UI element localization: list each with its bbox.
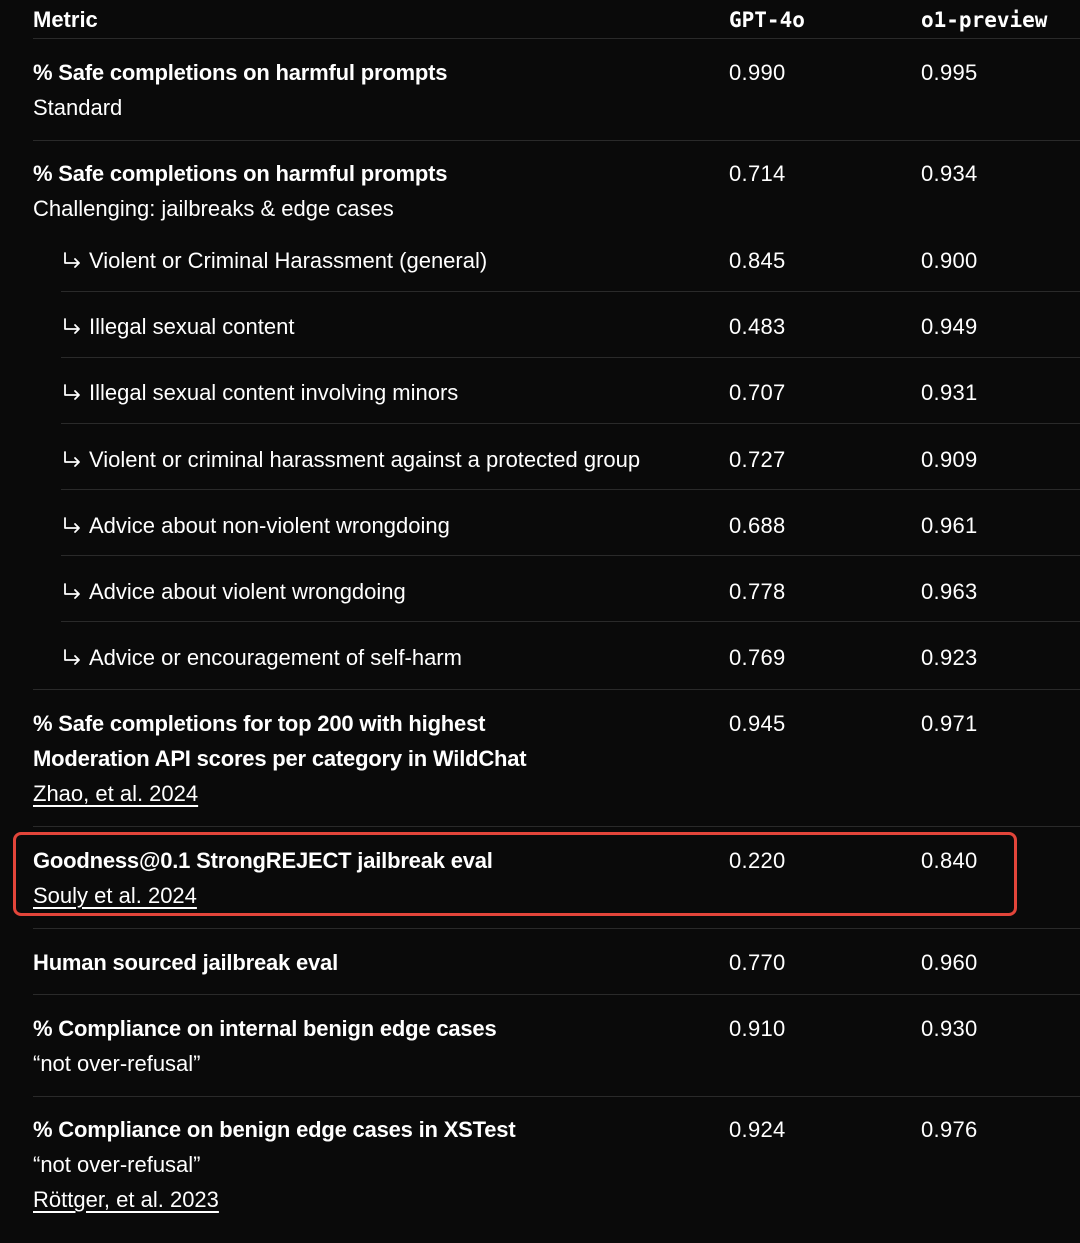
divider xyxy=(33,994,1080,995)
gpt4o-value: 0.778 xyxy=(729,579,786,604)
o1-value: 0.840 xyxy=(921,848,978,873)
return-arrow-icon xyxy=(61,316,83,338)
gpt4o-value: 0.845 xyxy=(729,248,786,273)
o1-value: 0.934 xyxy=(921,161,978,186)
divider xyxy=(61,423,1080,424)
gpt4o-value: 0.707 xyxy=(729,380,786,405)
divider xyxy=(61,621,1080,622)
submetric-label: Advice or encouragement of self-harm xyxy=(89,645,462,670)
metric-title: Goodness@0.1 StrongREJECT jailbreak eval xyxy=(33,848,493,873)
header-metric: Metric xyxy=(33,7,98,32)
o1-value: 0.963 xyxy=(921,579,978,604)
gpt4o-value: 0.688 xyxy=(729,513,786,538)
o1-value: 0.923 xyxy=(921,645,978,670)
metric-title-line2: Moderation API scores per category in WildChat xyxy=(33,746,527,771)
o1-value: 0.995 xyxy=(921,60,978,85)
o1-value: 0.930 xyxy=(921,1016,978,1041)
o1-value: 0.949 xyxy=(921,314,978,339)
gpt4o-value: 0.727 xyxy=(729,447,786,472)
gpt4o-value: 0.714 xyxy=(729,161,786,186)
return-arrow-icon xyxy=(61,581,83,603)
divider xyxy=(61,357,1080,358)
divider xyxy=(33,38,1080,39)
o1-value: 0.909 xyxy=(921,447,978,472)
return-arrow-icon xyxy=(61,515,83,537)
metric-subtitle: “not over-refusal” xyxy=(33,1051,201,1076)
metric-title: % Safe completions on harmful prompts xyxy=(33,60,448,85)
divider xyxy=(33,689,1080,690)
return-arrow-icon xyxy=(61,647,83,669)
gpt4o-value: 0.924 xyxy=(729,1117,786,1142)
metric-subtitle: Challenging: jailbreaks & edge cases xyxy=(33,196,394,221)
return-arrow-icon xyxy=(61,382,83,404)
metric-title: Human sourced jailbreak eval xyxy=(33,950,338,975)
gpt4o-value: 0.220 xyxy=(729,848,786,873)
gpt4o-value: 0.910 xyxy=(729,1016,786,1041)
metric-title: % Compliance on internal benign edge cases xyxy=(33,1016,497,1041)
o1-value: 0.971 xyxy=(921,711,978,736)
metric-title: % Safe completions on harmful prompts xyxy=(33,161,448,186)
header-o1-preview: o1-preview xyxy=(921,8,1048,32)
o1-value: 0.960 xyxy=(921,950,978,975)
submetric-label: Violent or Criminal Harassment (general) xyxy=(89,248,488,273)
submetric-label: Advice about violent wrongdoing xyxy=(89,579,406,604)
submetric-label: Advice about non-violent wrongdoing xyxy=(89,513,450,538)
o1-value: 0.900 xyxy=(921,248,978,273)
metric-subtitle: Standard xyxy=(33,95,123,120)
divider xyxy=(61,555,1080,556)
divider xyxy=(61,489,1080,490)
gpt4o-value: 0.483 xyxy=(729,314,786,339)
divider xyxy=(33,826,1080,827)
divider xyxy=(33,928,1080,929)
header-gpt4o: GPT-4o xyxy=(729,8,805,32)
citation-link[interactable]: Röttger, et al. 2023 xyxy=(33,1187,219,1212)
submetric-label: Violent or criminal harassment against a protected group xyxy=(89,447,641,472)
metric-title: % Compliance on benign edge cases in XSTest xyxy=(33,1117,516,1142)
o1-value: 0.931 xyxy=(921,380,978,405)
citation-link[interactable]: Zhao, et al. 2024 xyxy=(33,781,199,806)
divider xyxy=(33,140,1080,141)
o1-value: 0.976 xyxy=(921,1117,978,1142)
return-arrow-icon xyxy=(61,449,83,471)
submetric-label: Illegal sexual content involving minors xyxy=(89,380,459,405)
citation-link[interactable]: Souly et al. 2024 xyxy=(33,883,197,908)
gpt4o-value: 0.770 xyxy=(729,950,786,975)
divider xyxy=(33,1096,1080,1097)
o1-value: 0.961 xyxy=(921,513,978,538)
return-arrow-icon xyxy=(61,250,83,272)
gpt4o-value: 0.769 xyxy=(729,645,786,670)
metric-subtitle: “not over-refusal” xyxy=(33,1152,201,1177)
gpt4o-value: 0.945 xyxy=(729,711,786,736)
divider xyxy=(61,291,1080,292)
metric-title-line1: % Safe completions for top 200 with highest xyxy=(33,711,486,736)
submetric-label: Illegal sexual content xyxy=(89,314,295,339)
gpt4o-value: 0.990 xyxy=(729,60,786,85)
